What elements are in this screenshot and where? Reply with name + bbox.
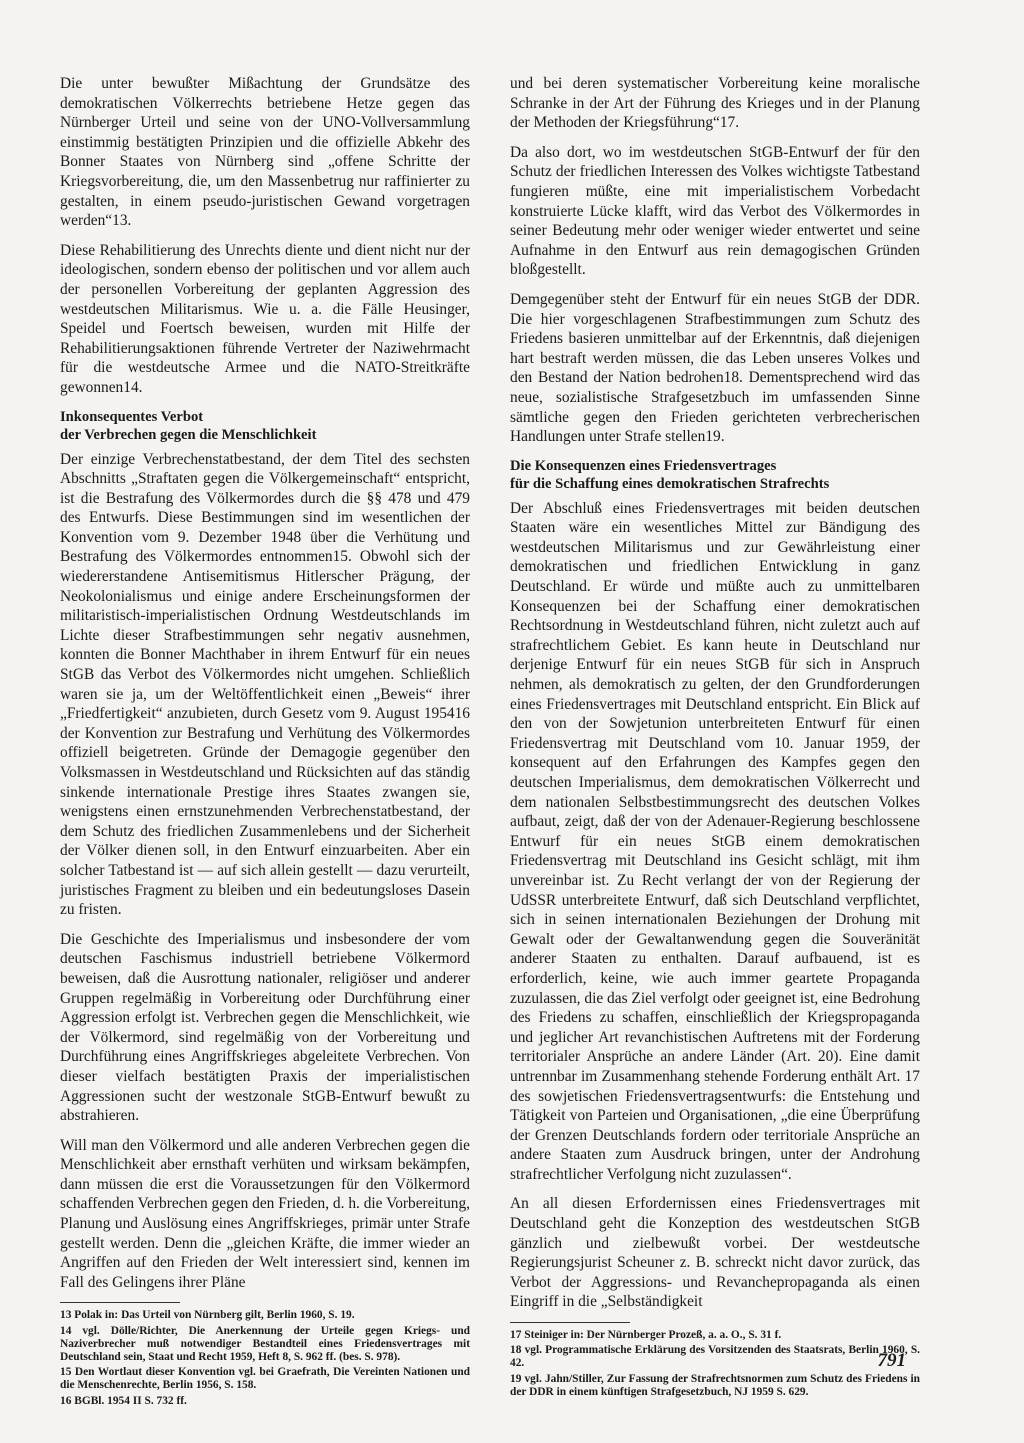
footnote: 19 vgl. Jahn/Stiller, Zur Fassung der Strafrechtsnormen zum Schutz des Friedens in der DDR in einem künftigen Strafgesetzbuch, NJ 1959 S. 629. — [510, 1372, 920, 1398]
paragraph: und bei deren systematischer Vorbereitung keine moralische Schranke in der Art der Führung des Krieges und in der Planung der Methoden der Kriegsführung“17. — [510, 75, 920, 132]
paragraph: Der einzige Verbrechenstatbestand, der dem Titel des sechsten Abschnitts „Straftaten gegen die Völkergemeinschaft“ entspricht, ist die Bestrafung des Völkermordes durch die §§ 478 und 479 des Entwurfs. Diese Bestimmungen sind im wesentlichen der Konvention vom 9. Dezember 1948 über die Verhütung und Bestrafung des Völkermordes entnommen15. Obwohl sich der wiedererstandene Antisemitismus Hitlerscher Prägung, der Neokolonialismus und einige andere Erscheinungsformen der militaristisch-imperialistischen Ordnung Westdeutschlands im Lichte dieser Strafbestimmungen sehr negativ ausnehmen, konnten die Bonner Machthaber in ihrem Entwurf für ein neues StGB das Verbot des Völkermordes nicht umgehen. Schließlich waren sie ja, um der Weltöffentlichkeit einen „Beweis“ ihrer „Friedfertigkeit“ anzubieten, durch Gesetz vom 9. August 195416 der Konvention zur Bestrafung und Verhütung des Völkermordes offiziell beigetreten. Gründe der Demagogie gegenüber den Volksmassen in Westdeutschland und Rücksichten auf das ständig sinkende internationale Prestige ihres Staates zwangen sie, wenigstens einen ernstzunehmenden Verbrechenstatbestand, der dem Schutz des friedlichen Zusammenlebens und der Sicherheit der Völker dienen soll, in den Entwurf einzuarbeiten. Aber ein solcher Tatbestand ist — auf sich allein gestellt — dazu verurteilt, juristisches Fragment zu bleiben und ein bedeutungsloses Dasein zu fristen. — [60, 450, 470, 919]
section-heading — [60, 408, 470, 444]
paragraph: Der Abschluß eines Friedensvertrages mit beiden deutschen Staaten wäre ein wesentliches Mittel zur Bändigung des westdeutschen Militarismus und zur Gewährleistung einer demokratischen und friedlichen Entwicklung in ganz Deutschland. Er würde und müßte auch zu unmittelbaren Konsequenzen bei der Schaffung einer demokratischen Rechtsordnung in Westdeutschland führen, nicht zuletzt auch auf strafrechtlichem Gebiet. Es kann heute in Deutschland nur derjenige Entwurf für ein neues StGB für sich in Anspruch nehmen, als demokratisch zu gelten, der den Grundforderungen eines Friedensvertrages mit Deutschland entspricht. Ein Blick auf den von der Sowjetunion unterbreiteten Entwurf für einen Friedensvertrag mit Deutschland vom 10. Januar 1959, der konsequent auf den Erfahrungen des Kampfes gegen den deutschen Imperialismus, dem demokratischen Völkerrecht und dem nationalen Selbstbestimmungsrecht des deutschen Volkes aufbaut, zeigt, daß der von der Adenauer-Regierung beschlossene Entwurf für ein neues StGB einem demokratischen Friedensvertrag mit Deutschland ins Gesicht schlägt, mit ihm unvereinbar ist. Zu Recht verlangt der von der Regierung der UdSSR unterbreitete Entwurf, daß sich Deutschland verpflichtet, sich in seinen internationalen Beziehungen der Drohung mit Gewalt oder der Gewaltanwendung gegen die Souveränität anderer Staaten zu enthalten. Darauf aufbauend, ist es erforderlich, keine, wie auch immer geartete Propaganda zuzulassen, die das Ziel verfolgt oder geeignet ist, eine Bedrohung des Friedens zu schaffen, einschließlich der Kriegspropaganda und jeglicher Art revanchistischen Auftretens mit der Forderung territorialer Ansprüche an andere Länder (Art. 20). Eine damit untrennbar im Zusammenhang stehende Forderung enthält Art. 17 des sowjetischen Friedensvertragsentwurfs: die Entstehung und Tätigkeit von Parteien und Organisationen, „die eine Überprüfung der Grenzen Deutschlands fordern oder territoriale Ansprüche an andere Staaten zum Ausdruck bringen, unter der Androhung strafrechtlicher Verfolgung nicht zuzulassen“. — [510, 499, 920, 1183]
footnote: 13 Polak in: Das Urteil von Nürnberg gilt, Berlin 1960, S. 19. — [60, 1309, 355, 1322]
footnote-divider — [60, 1302, 180, 1303]
heading-line: der Verbrechen gegen die Menschlichkeit — [60, 426, 317, 443]
section-heading — [510, 457, 920, 493]
heading-line: Die Konsequenzen eines Friedensvertrages — [510, 457, 777, 474]
paragraph: Da also dort, wo im westdeutschen StGB-Entwurf der für den Schutz der friedlichen Interessen des Volkes wichtigste Tatbestand fungieren müßte, eine mit imperialistischem Vorbedacht konstruierte Lücke klafft, wird das Verbot des Völkermordes in seiner Bedeutung mehr oder weniger wieder entwertet und seine Aufnahme in den Entwurf aus rein demagogischen Gründen bloßgestellt. — [510, 143, 920, 279]
paragraph: Die unter bewußter Mißachtung der Grundsätze des demokratischen Völkerrechts betriebene Hetze gegen das Nürnberger Urteil und seine von der UNO-Vollversammlung einstimmig bestätigten Prinzipien und die offizielle Abkehr des Bonner Staates von Nürnberg sind „offene Schritte der Kriegsvorbereitung, die, um den Massenbetrug nur raffinierter zu gestalten, in einem pseudo-juristischen Gewand vorgetragen werden“13. — [60, 75, 470, 230]
paragraph: An all diesen Erfordernissen eines Friedensvertrages mit Deutschland geht die Konzeption des westdeutschen StGB gänzlich und zielbewußt vorbei. Der westdeutsche Regierungsjurist Scheuner z. B. schreckt nicht davor zurück, das Verbot der Aggressions- und Revanchepropaganda als einen Eingriff in die „Selbständigkeit — [510, 1195, 920, 1311]
paragraph: Will man den Völkermord und alle anderen Verbrechen gegen die Menschlichkeit aber ernsthaft verhüten und wirksam bekämpfen, dann müssen die erst die Voraussetzungen für den Völkermord schaffenden Verbrechen gegen den Frieden, d. h. die Vorbereitung, Planung und Auslösung eines Angriffskrieges, primär unter Strafe gestellt werden. Denn die „gleichen Kräfte, die immer wieder an Angriffen auf den Frieden der Welt interessiert sind, kennen im Fall des Gelingens ihrer Pläne — [60, 1136, 470, 1291]
heading-line: für die Schaffung eines demokratischen Strafrechts — [510, 475, 830, 492]
footnote: 17 Steiniger in: Der Nürnberger Prozeß, a. a. O., S. 31 f. — [510, 1329, 782, 1342]
footnote: 15 Den Wortlaut dieser Konvention vgl. bei Graefrath, Die Vereinten Nationen und die Menschenrechte, Berlin 1956, S. 158. — [60, 1366, 470, 1392]
page-number: 791 — [877, 1350, 906, 1371]
footnote: 14 vgl. Dölle/Richter, Die Anerkennung der Urteile gegen Kriegs- und Naziverbrecher muß notwendiger Bestandteil eines Friedensvertrages mit Deutschland sein, Staat und Recht 1959, Heft 8, S. 962 ff. (bes. S. 978). — [60, 1324, 470, 1364]
paragraph: Diese Rehabilitierung des Unrechts diente und dient nicht nur der ideologischen, sondern ebenso der politischen und vor allem auch der personellen Vorbereitung der geplanten Aggression des westdeutschen Militarismus. Wie u. a. die Fälle Heusinger, Speidel und Foertsch beweisen, wurden mit Hilfe der Rehabilitierungsaktionen führende Vertreter der Naziwehrmacht für die westdeutsche Armee und die NATO-Streitkräfte gewonnen14. — [60, 241, 470, 396]
paragraph: Demgegenüber steht der Entwurf für ein neues StGB der DDR. Die hier vorgeschlagenen Strafbestimmungen zum Schutz des Friedens basieren unmittelbar auf der Erkenntnis, daß diejenigen hart bestraft werden müssen, die das Leben unseres Volkes und den Bestand der Nation bedrohen18. Dementsprechend wird das neue, sozialistische Strafgesetzbuch im umfassenden Sinne sämtliche gegen den Frieden gerichteten verbrecherischen Handlungen unter Strafe stellen19. — [510, 290, 920, 446]
left-column — [60, 74, 470, 1410]
footnote-divider — [510, 1322, 630, 1323]
heading-line: Inkonsequentes Verbot — [60, 408, 204, 425]
right-column — [510, 74, 920, 1401]
footnote: 16 BGBl. 1954 II S. 732 ff. — [60, 1394, 187, 1407]
footnote: 18 vgl. Programmatische Erklärung des Vorsitzenden des Staatsrats, Berlin 1960, S. 42. — [510, 1344, 920, 1370]
paragraph: Die Geschichte des Imperialismus und insbesondere der vom deutschen Faschismus industriell betriebene Völkermord beweisen, daß die Ausrottung nationaler, religiöser und anderer Gruppen regelmäßig in Vorbereitung oder Durchführung einer Aggression erfolgt ist. Verbrechen gegen die Menschlichkeit, wie der Völkermord, sind regelmäßig von der Vorbereitung und Durchführung eines Angriffskrieges abgeleitete Verbrechen. Von dieser vielfach bestätigten Praxis der imperialistischen Aggressionen sucht der westzonale StGB-Entwurf bewußt zu abstrahieren. — [60, 930, 470, 1125]
